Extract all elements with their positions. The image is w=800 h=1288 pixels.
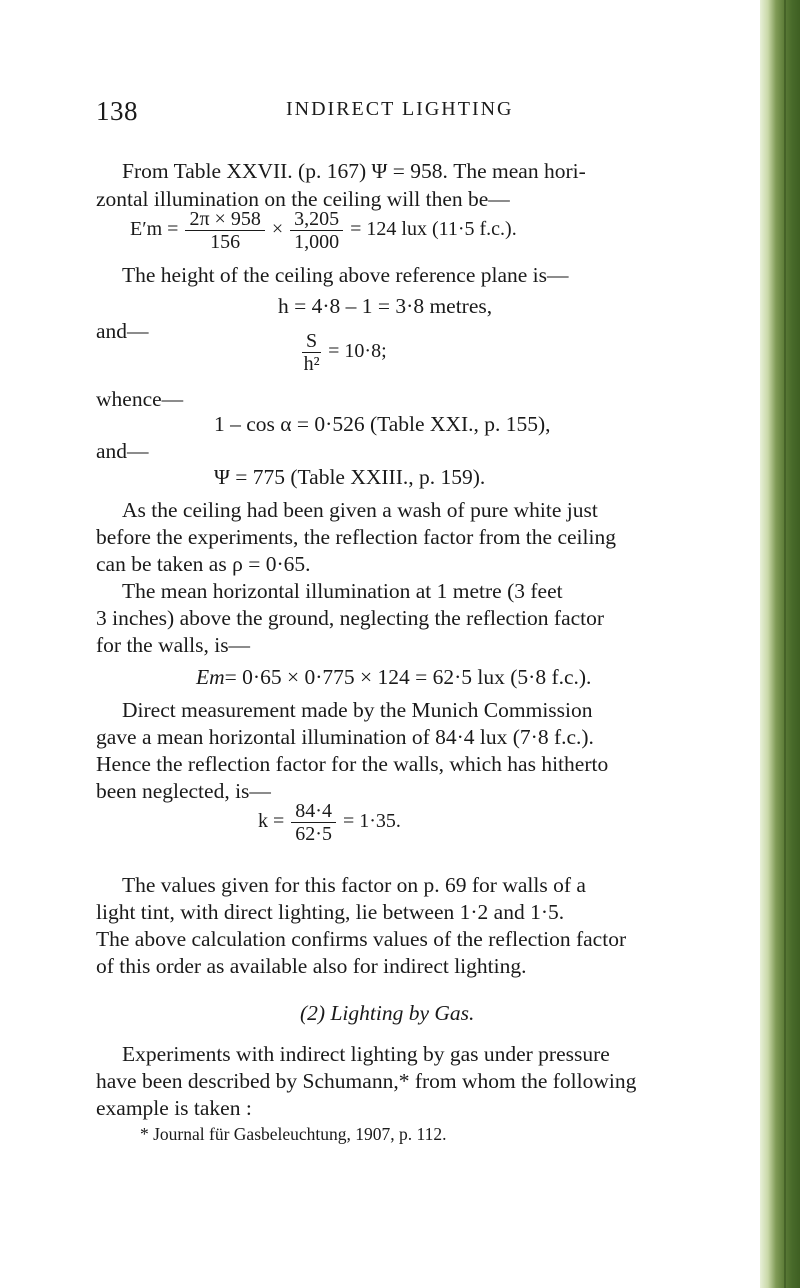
running-header: [96, 96, 716, 130]
eq4-den: 62·5: [295, 823, 332, 845]
eq1-den2: 1,000: [294, 231, 340, 253]
text-line: The above calculation confirms values of the reflection factor: [96, 927, 627, 951]
text-line: Hence the reflection factor for the walls, which has hitherto: [96, 752, 609, 776]
eq4-fraction: [291, 800, 336, 845]
equation-height: h = 4·8 – 1 = 3·8 metres,: [278, 294, 493, 318]
text-line: From Table XXVII. (p. 167) Ψ = 958. The mean hori-: [122, 159, 586, 183]
text-line: for the walls, is—: [96, 633, 251, 657]
eq2-num: S: [302, 330, 321, 353]
eq1-num1: 2π × 958: [185, 208, 264, 231]
equation-em: [196, 664, 591, 690]
text-line: have been described by Schumann,* from whom the following: [96, 1069, 637, 1093]
running-title: INDIRECT LIGHTING: [286, 98, 514, 120]
text-line: and—: [96, 439, 149, 463]
eq1-fraction-1: [185, 208, 264, 253]
text-line: of this order as available also for indirect lighting.: [96, 954, 527, 978]
text-line: whence—: [96, 387, 184, 411]
text-line: been neglected, is—: [96, 779, 271, 803]
text-line: gave a mean horizontal illumination of 84·4 lux (7·8 f.c.).: [96, 725, 594, 749]
eq1-fraction-2: [290, 208, 343, 253]
text-line: Experiments with indirect lighting by gas under pressure: [122, 1042, 610, 1066]
eq4-num: 84·4: [291, 800, 336, 823]
equation-s-over-h2: [300, 330, 387, 375]
text-line: and—: [96, 319, 149, 343]
text-line: The mean horizontal illumination at 1 metre (3 feet: [122, 579, 563, 603]
eq1-den1: 156: [210, 231, 241, 253]
equation-psi: Ψ = 775 (Table XXIII., p. 159).: [214, 465, 486, 489]
edge-line: [784, 0, 786, 1288]
equation-cos-alpha: 1 – cos α = 0·526 (Table XXI., p. 155),: [214, 412, 551, 436]
eq1-lhs: E′m =: [130, 218, 179, 241]
eq3-lhs: Em: [196, 665, 225, 689]
eq1-num2: 3,205: [290, 208, 343, 231]
text-line: example is taken :: [96, 1096, 252, 1120]
text-line: light tint, with direct lighting, lie between 1·2 and 1·5.: [96, 900, 565, 924]
eq1-rhs: = 124 lux (11·5 f.c.).: [350, 218, 517, 241]
equation-ceiling-illumination: [130, 208, 517, 253]
page-number: 138: [96, 96, 138, 126]
text-line: zontal illumination on the ceiling will then be—: [96, 187, 510, 211]
page-edge: [760, 0, 800, 1288]
eq2-rhs: = 10·8;: [328, 340, 387, 363]
eq1-times: ×: [271, 218, 284, 241]
eq4-lhs: k =: [258, 810, 285, 833]
footnote: * Journal für Gasbeleuchtung, 1907, p. 112.: [140, 1124, 447, 1144]
equation-k: [258, 800, 401, 845]
eq2-fraction: [302, 330, 321, 375]
text-line: The height of the ceiling above reference plane is—: [122, 263, 569, 287]
text-line: 3 inches) above the ground, neglecting the reflection factor: [96, 606, 605, 630]
section-heading: (2) Lighting by Gas.: [300, 1001, 475, 1025]
eq4-rhs: = 1·35.: [342, 810, 401, 833]
eq3-rhs: = 0·65 × 0·775 × 124 = 62·5 lux (5·8 f.c.).: [224, 665, 592, 689]
eq2-den: h²: [303, 353, 320, 375]
text-line: The values given for this factor on p. 69 for walls of a: [122, 873, 586, 897]
text-line: Direct measurement made by the Munich Commission: [122, 698, 593, 722]
text-line: can be taken as ρ = 0·65.: [96, 552, 311, 576]
text-line: before the experiments, the reflection factor from the ceiling: [96, 525, 616, 549]
text-line: As the ceiling had been given a wash of pure white just: [122, 498, 598, 522]
